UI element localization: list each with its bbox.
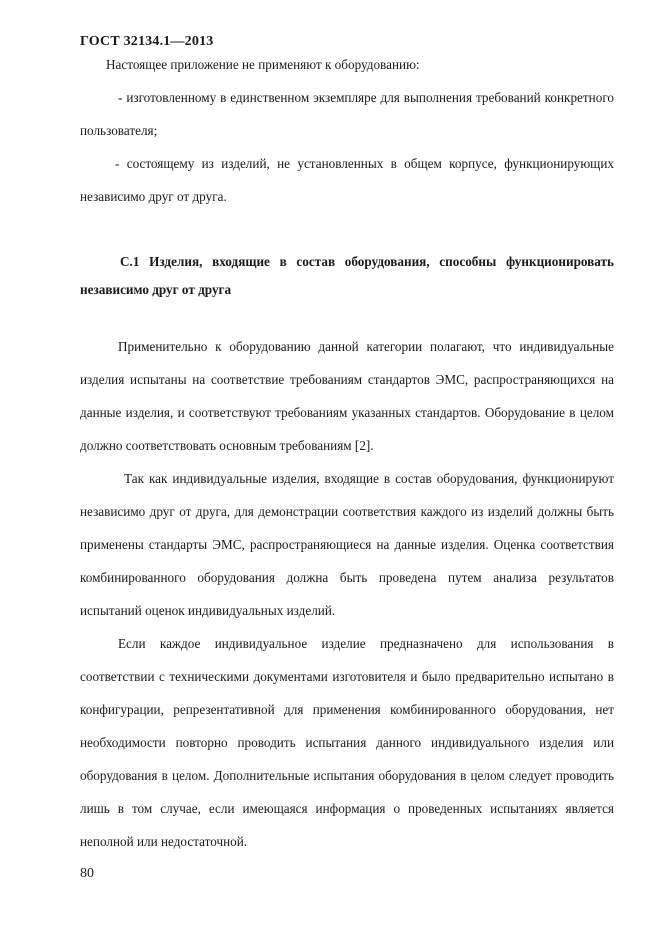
section-body xyxy=(80,330,614,858)
standard-header: ГОСТ 32134.1—2013 xyxy=(80,34,214,49)
body-paragraph-3: Если каждое индивидуальное изделие предназначено для использования в соответствии с техническими документами изготовителя и было предварительно испытано в конфигурации, репрезентативной для применения комбинированного оборудования, нет необходимости повторно проводить испытания данного индивидуального изделия или оборудования в целом. Дополнительные испытания оборудования в целом следует проводить лишь в том случае, если имеющаяся информация о проведенных испытаниях является неполной или недостаточной. xyxy=(80,636,614,849)
body-paragraph-1: Применительно к оборудованию данной категории полагают, что индивидуальные изделия испытаны на соответствие требованиям стандартов ЭМС, распространяющихся на данные изделия, и соответствуют требованиям указанных стандартов. Оборудование в целом должно соответствовать основным требованиям [2]. xyxy=(80,339,614,453)
body-paragraph-2: Так как индивидуальные изделия, входящие в состав оборудования, функционируют независимо друг от друга, для демонстрации соответствия каждого из изделий должны быть применены стандарты ЭМС, распространяющиеся на данные изделия. Оценка соответствия комбинированного оборудования должна быть проведена путем анализа результатов испытаний оценок индивидуальных изделий. xyxy=(80,471,614,618)
page-number: 80 xyxy=(80,866,94,881)
intro-lead: Настоящее приложение не применяют к оборудованию: xyxy=(106,57,420,72)
intro-list-item-1: - изготовленному в единственном экземпляре для выполнения требований конкретного пользователя; xyxy=(80,90,614,138)
intro-block xyxy=(80,48,614,213)
intro-list-item-2: - состоящему из изделий, не установленных в общем корпусе, функционирующих независимо друг от друга. xyxy=(80,156,614,204)
section-heading-c1: С.1 Изделия, входящие в состав оборудования, способны функционировать независимо друг от друга xyxy=(80,254,614,297)
